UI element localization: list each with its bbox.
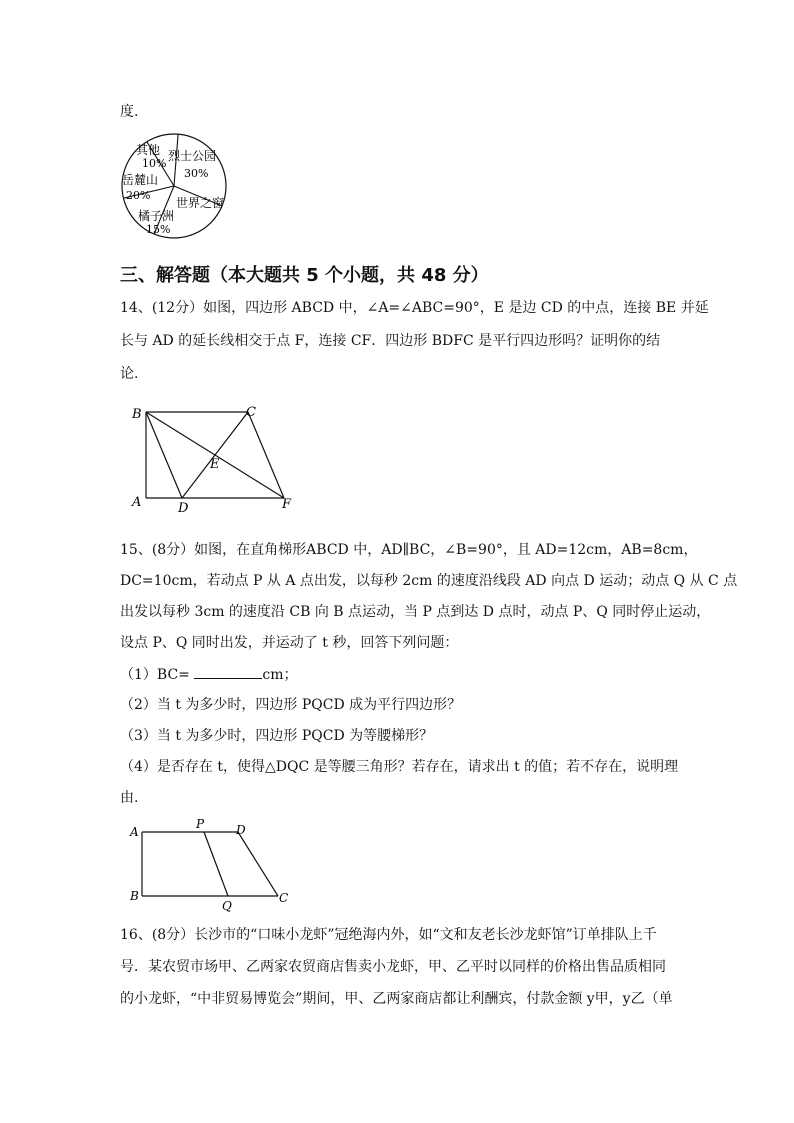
q15-label-d: D — [236, 823, 246, 837]
q15-line-3: 出发以每秒 3cm 的速度沿 CB 向 B 点运动，当 P 点到达 D 点时，动点 P、Q 同时停止运动， — [120, 604, 711, 620]
pie-label-orange-island: 橘子洲 — [138, 209, 175, 223]
q14-line-1: 14、(12分）如图，四边形 ABCD 中，∠A=∠ABC=90°，E 是边 CD 的中点，连接 BE 并延 — [120, 300, 709, 316]
pie-pct-orange-island: 15% — [146, 223, 171, 236]
q16-line-2: 号．某农贸市场甲、乙两家农贸商店售卖小龙虾，甲、乙平时以同样的价格出售品质相同 — [120, 959, 666, 975]
q15-label-c: C — [279, 891, 289, 905]
q15-label-p: P — [196, 818, 205, 831]
pie-label-martyr-park: 烈士公园 — [168, 149, 217, 163]
q15-label-a: A — [130, 825, 139, 839]
pie-chart — [116, 132, 236, 240]
q14-figure — [128, 400, 298, 516]
pie-label-window-of-world: 世界之窗 — [176, 196, 225, 210]
q15-sub-1-suffix: cm； — [262, 667, 298, 683]
q16-line-1: 16、(8分）长沙市的“口味小龙虾”冠绝海内外，如“文和友老长沙龙虾馆”订单排队上千 — [120, 927, 657, 943]
q15-sub-4-line-2: 由. — [120, 790, 139, 806]
q15-line-2: DC=10cm，若动点 P 从 A 点出发，以每秒 2cm 的速度沿线段 AD 向点 D 运动；动点 Q 从 C 点 — [120, 573, 738, 589]
q14-label-f: F — [282, 497, 292, 512]
q14-line-2: 长与 AD 的延长线相交于点 F，连接 CF．四边形 BDFC 是平行四边形吗？证明你的结 — [120, 333, 661, 349]
q14-line-3: 论. — [120, 366, 139, 382]
q15-sub-1-prefix: （1）BC= — [120, 667, 190, 683]
q14-label-a: A — [132, 495, 142, 510]
q15-label-b: B — [130, 889, 139, 903]
q15-sub-3: （3）当 t 为多少时，四边形 PQCD 为等腰梯形？ — [120, 728, 434, 744]
pie-pct-martyr-park: 30% — [184, 167, 209, 180]
q15-line-4: 设点 P、Q 同时出发，并运动了 t 秒，回答下列问题： — [120, 635, 459, 651]
q15-figure — [128, 818, 298, 912]
q16-line-3: 的小龙虾，“中非贸易博览会”期间，甲、乙两家商店都让利酬宾，付款金额 y甲，y乙（单 — [120, 991, 673, 1007]
q15-label-q: Q — [222, 899, 232, 912]
top-fragment: 度. — [120, 104, 139, 120]
q14-label-e: E — [210, 457, 220, 472]
pie-label-other: 其他 — [136, 143, 161, 157]
q15-sub-4-line-1: （4）是否存在 t，使得△DQC 是等腰三角形？若存在，请求出 t 的值；若不存在，说明理 — [120, 759, 679, 775]
pie-label-yuelu: 岳麓山 — [122, 173, 159, 187]
answer-blank — [194, 664, 262, 679]
q15-line-1: 15、(8分）如图，在直角梯形ABCD 中，AD∥BC，∠B=90°，且 AD=12cm，AB=8cm， — [120, 542, 698, 558]
q14-label-d: D — [178, 501, 189, 516]
pie-pct-yuelu: 20% — [126, 189, 151, 202]
q15-sub-2: （2）当 t 为多少时，四边形 PQCD 成为平行四边形？ — [120, 697, 462, 713]
q14-label-c: C — [246, 405, 256, 420]
q15-sub-1 — [120, 664, 297, 685]
q14-label-b: B — [132, 407, 142, 422]
section-3-title: 三、解答题（本大题共 5 个小题，共 48 分） — [120, 265, 489, 286]
pie-pct-other: 10% — [142, 157, 167, 170]
